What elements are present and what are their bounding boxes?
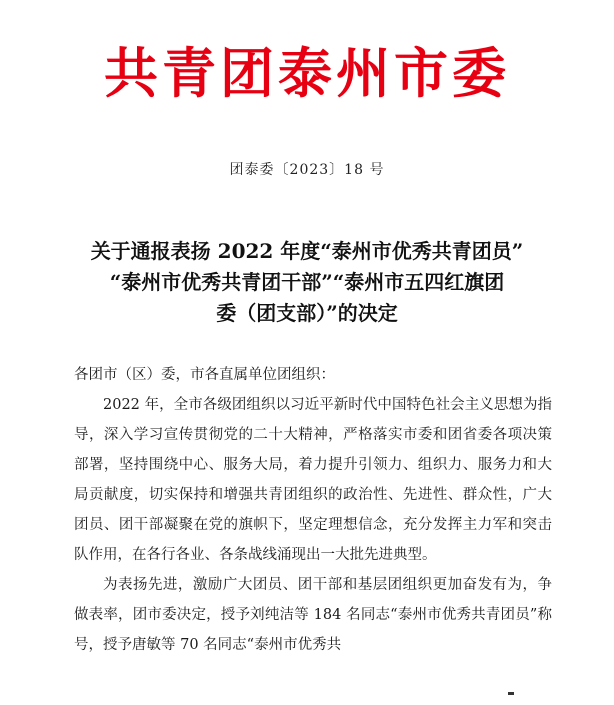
title-line-3: 委（团支部）”的决定 (216, 301, 398, 325)
salutation: 各团市（区）委，市各直属单位团组织： (74, 367, 335, 383)
document-body (74, 360, 552, 660)
masthead-title: 共青团泰州市委 (104, 41, 510, 105)
title-line-1: 关于通报表扬 2022 年度“泰州市优秀共青团员” (90, 239, 524, 263)
body-paragraph-1: 2022 年，全市各级团组织以习近平新时代中国特色社会主义思想为指导，深入学习宣传贯彻党的二十大精神，严格落实市委和团省委各项决策部署，坚持围绕中心、服务大局，着力提升引领力、组织力、服务力和大局贡献度，切实保持和增强共青团组织的政治性、先进性、群众性，广大团员、团干部凝聚在党的旗帜下，坚定理想信念，充分发挥主力军和突击队作用，在各行各业、各条战线涌现出一大批先进典型。 (74, 397, 552, 563)
document-number: 团泰委〔2023〕18 号 (229, 162, 385, 178)
page-footer-mark (508, 692, 514, 695)
document-title (60, 236, 554, 329)
body-paragraph-2: 为表扬先进，激励广大团员、团干部和基层团组织更加奋发有为，争做表率，团市委决定，授予刘纯洁等 184 名同志“泰州市优秀共青团员”称号，授予唐敏等 70 名同志“泰州市优秀共 (74, 577, 552, 653)
title-line-2: “泰州市优秀共青团干部”“泰州市五四红旗团 (109, 270, 505, 294)
